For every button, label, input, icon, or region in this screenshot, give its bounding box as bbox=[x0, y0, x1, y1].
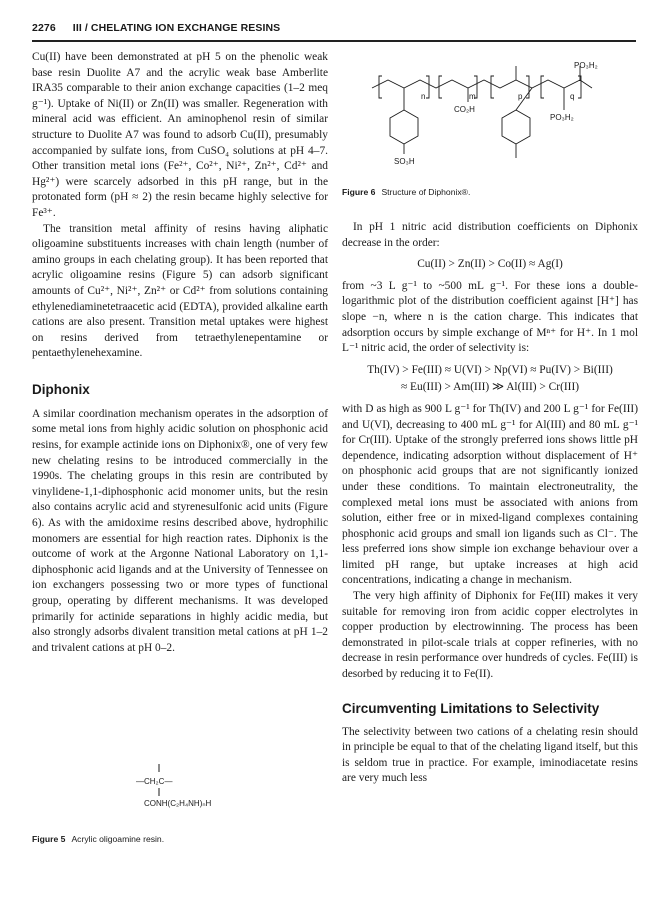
figure-label: Figure 6 bbox=[342, 187, 376, 197]
equation-2a: Th(IV) > Fe(III) ≈ U(VI) > Np(VI) ≈ Pu(IV) > Bi(III) bbox=[367, 363, 613, 376]
subscript-p: p bbox=[518, 92, 523, 101]
page-number: 2276 bbox=[32, 22, 56, 34]
group-sulfonic: SO₃H bbox=[394, 157, 415, 166]
header-rule bbox=[32, 40, 636, 42]
right-column bbox=[342, 220, 638, 787]
left-column bbox=[32, 50, 328, 656]
subscript-n: n bbox=[421, 92, 426, 101]
figure-label: Figure 5 bbox=[32, 834, 66, 844]
group-carboxyl: CO₂H bbox=[454, 105, 475, 114]
paragraph: The selectivity between two cations of a chelating resin should in principle be equal to that of the chelating ligand itself, but this is seldom true in practice. For example, iminodiacetate resins are very much less bbox=[342, 725, 638, 785]
paragraph: The very high affinity of Diphonix for Fe(III) makes it very suitable for removing iron from acidic copper electrolytes in copper production by electrowinning. The process has been demonstrated in pilot-scale trials at copper refineries, with no decrease in resin performance over hundreds of cycles. Fe(III) is desorbed by reducing it to Fe(II). bbox=[342, 590, 638, 681]
section-heading-circumventing: Circumventing Limitations to Selectivity bbox=[342, 700, 600, 716]
running-header bbox=[32, 22, 636, 34]
subscript-m: m bbox=[469, 92, 476, 101]
paragraph: with D as high as 900 L g⁻¹ for Th(IV) and 200 L g⁻¹ for Fe(III) and U(VI), decreasing to 400 mL g⁻¹ for Al(III) and 80 mL g⁻¹ for Cr(III). Uptake of the strongly preferred ions shows little pH dependence, indicating adsorption without displacement of H⁺ on phosphonic acid groups that are not significantly ionized under these conditions. To maintain electroneutrality, the complexed metal ions must be associated with anions from solution, either free or in mixed-ligand complexes containing phosphonic acid groups and small ion ligands such as Cl⁻. The less preferred ions show simple ion exchange behaviour over a limited pH range, but uptake increases at high acid concentrations, indicating a change in mechanism. bbox=[342, 402, 638, 587]
struct-bottom-label: CONH(C₂H₄NH)ₙH bbox=[144, 799, 212, 808]
running-title: III / CHELATING ION EXCHANGE RESINS bbox=[72, 22, 281, 34]
figure-6-structure bbox=[342, 58, 638, 176]
equation-2b: ≈ Eu(III) > Am(III) ≫ Al(III) > Cr(III) bbox=[400, 381, 580, 394]
figure-5 bbox=[32, 760, 328, 844]
section-heading-diphonix: Diphonix bbox=[32, 381, 90, 397]
paragraph: The transition metal affinity of resins having aliphatic oligoamine substituents increases with chain length (number of amino groups in each chelating group). It has been reported that acrylic oligoamine resins (Figure 5) can adsorb significant amounts of Cu²⁺, Ni²⁺, Zn²⁺ or Cd²⁺ from solutions containing ethylenediaminetetraacetic acid (EDTA), provided alkaline earth cations are also present. Transition metal uptakes were highest on resins derived from tetraethylenepentamine or pentaethylenehexamine. bbox=[32, 222, 328, 360]
subscript-q: q bbox=[570, 92, 575, 101]
figure-5-structure bbox=[32, 760, 328, 816]
paragraph: Cu(II) have been demonstrated at pH 5 on the phenolic weak base resin Duolite A7 and the acrylic weak base Amberlite IRA35 comparable to their anion exchange capacities (1–2 meq g⁻¹). Uptake of Ni(II) or Zn(II) was smaller. Regeneration with mineral acid was efficient. An aminophenol resin of similar structure to Duolite A7 was found to adsorb Cu(II), presumably accompanied by sulfate ions, from CuSO₄ solutions at pH 4–7. Other transition metal ions (Fe²⁺, Co²⁺, Ni²⁺, Zn²⁺, Cd²⁺ and Hg²⁺) were scarcely adsorbed in this pH range, but in the protonated form (pH ≈ 2) the resin became highly selective for Fe³⁺. bbox=[32, 51, 328, 219]
paragraph: In pH 1 nitric acid distribution coefficients on Diphonix decrease in the order: bbox=[342, 221, 638, 249]
caption-text: Acrylic oligoamine resin. bbox=[71, 834, 165, 844]
paragraph: A similar coordination mechanism operates in the adsorption of some metal ions from highly acidic solution on phosphonic acid resins, for example actinide ions on Diphonix®, one of very few new chelating resins to be introduced commercially in the 1990s. The chelating groups in this resin are contributed by vinylidene-1,1-diphosphonic acid monomer units, but the resin also contains acrylic acid and styrenesulfonic acid units (Figure 6). As with the amidoxime resins described above, hydrophilic monomers are essential for high reaction rates. Diphonix is the outcome of work at the Argonne National Laboratory on 1,1-diphosphonic acid ligands and at the University of Tennessee on ion exchangers possessing two or more types of functional group, operating by different mechanisms. It was developed primarily for actinide separations in highly acidic media, but also strongly adsorbs divalent transition metal cations at pH 1–2 and trivalent cations at pH 0–2. bbox=[32, 407, 328, 654]
paragraph: from ~3 L g⁻¹ to ~500 mL g⁻¹. For these ions a double-logarithmic plot of the distribution coefficient against [H⁺] has slope −n, where n is the cation charge. This indicates that adsorption occurs by simple exchange of Mⁿ⁺ for H⁺. In 1 mol L⁻¹ nitric acid, the order of selectivity is: bbox=[342, 279, 638, 355]
caption-text: Structure of Diphonix®. bbox=[381, 187, 471, 197]
struct-top-label: —CH₂C— bbox=[136, 777, 173, 786]
figure-6-caption bbox=[342, 187, 638, 198]
figure-5-caption bbox=[32, 834, 328, 845]
group-phosphonic: PO₃H₂ bbox=[550, 113, 574, 122]
equation-1: Cu(II) > Zn(II) > Co(II) ≈ Ag(I) bbox=[417, 258, 563, 271]
figure-6 bbox=[342, 58, 638, 198]
group-top-right: PO₃H₂ bbox=[574, 61, 598, 70]
